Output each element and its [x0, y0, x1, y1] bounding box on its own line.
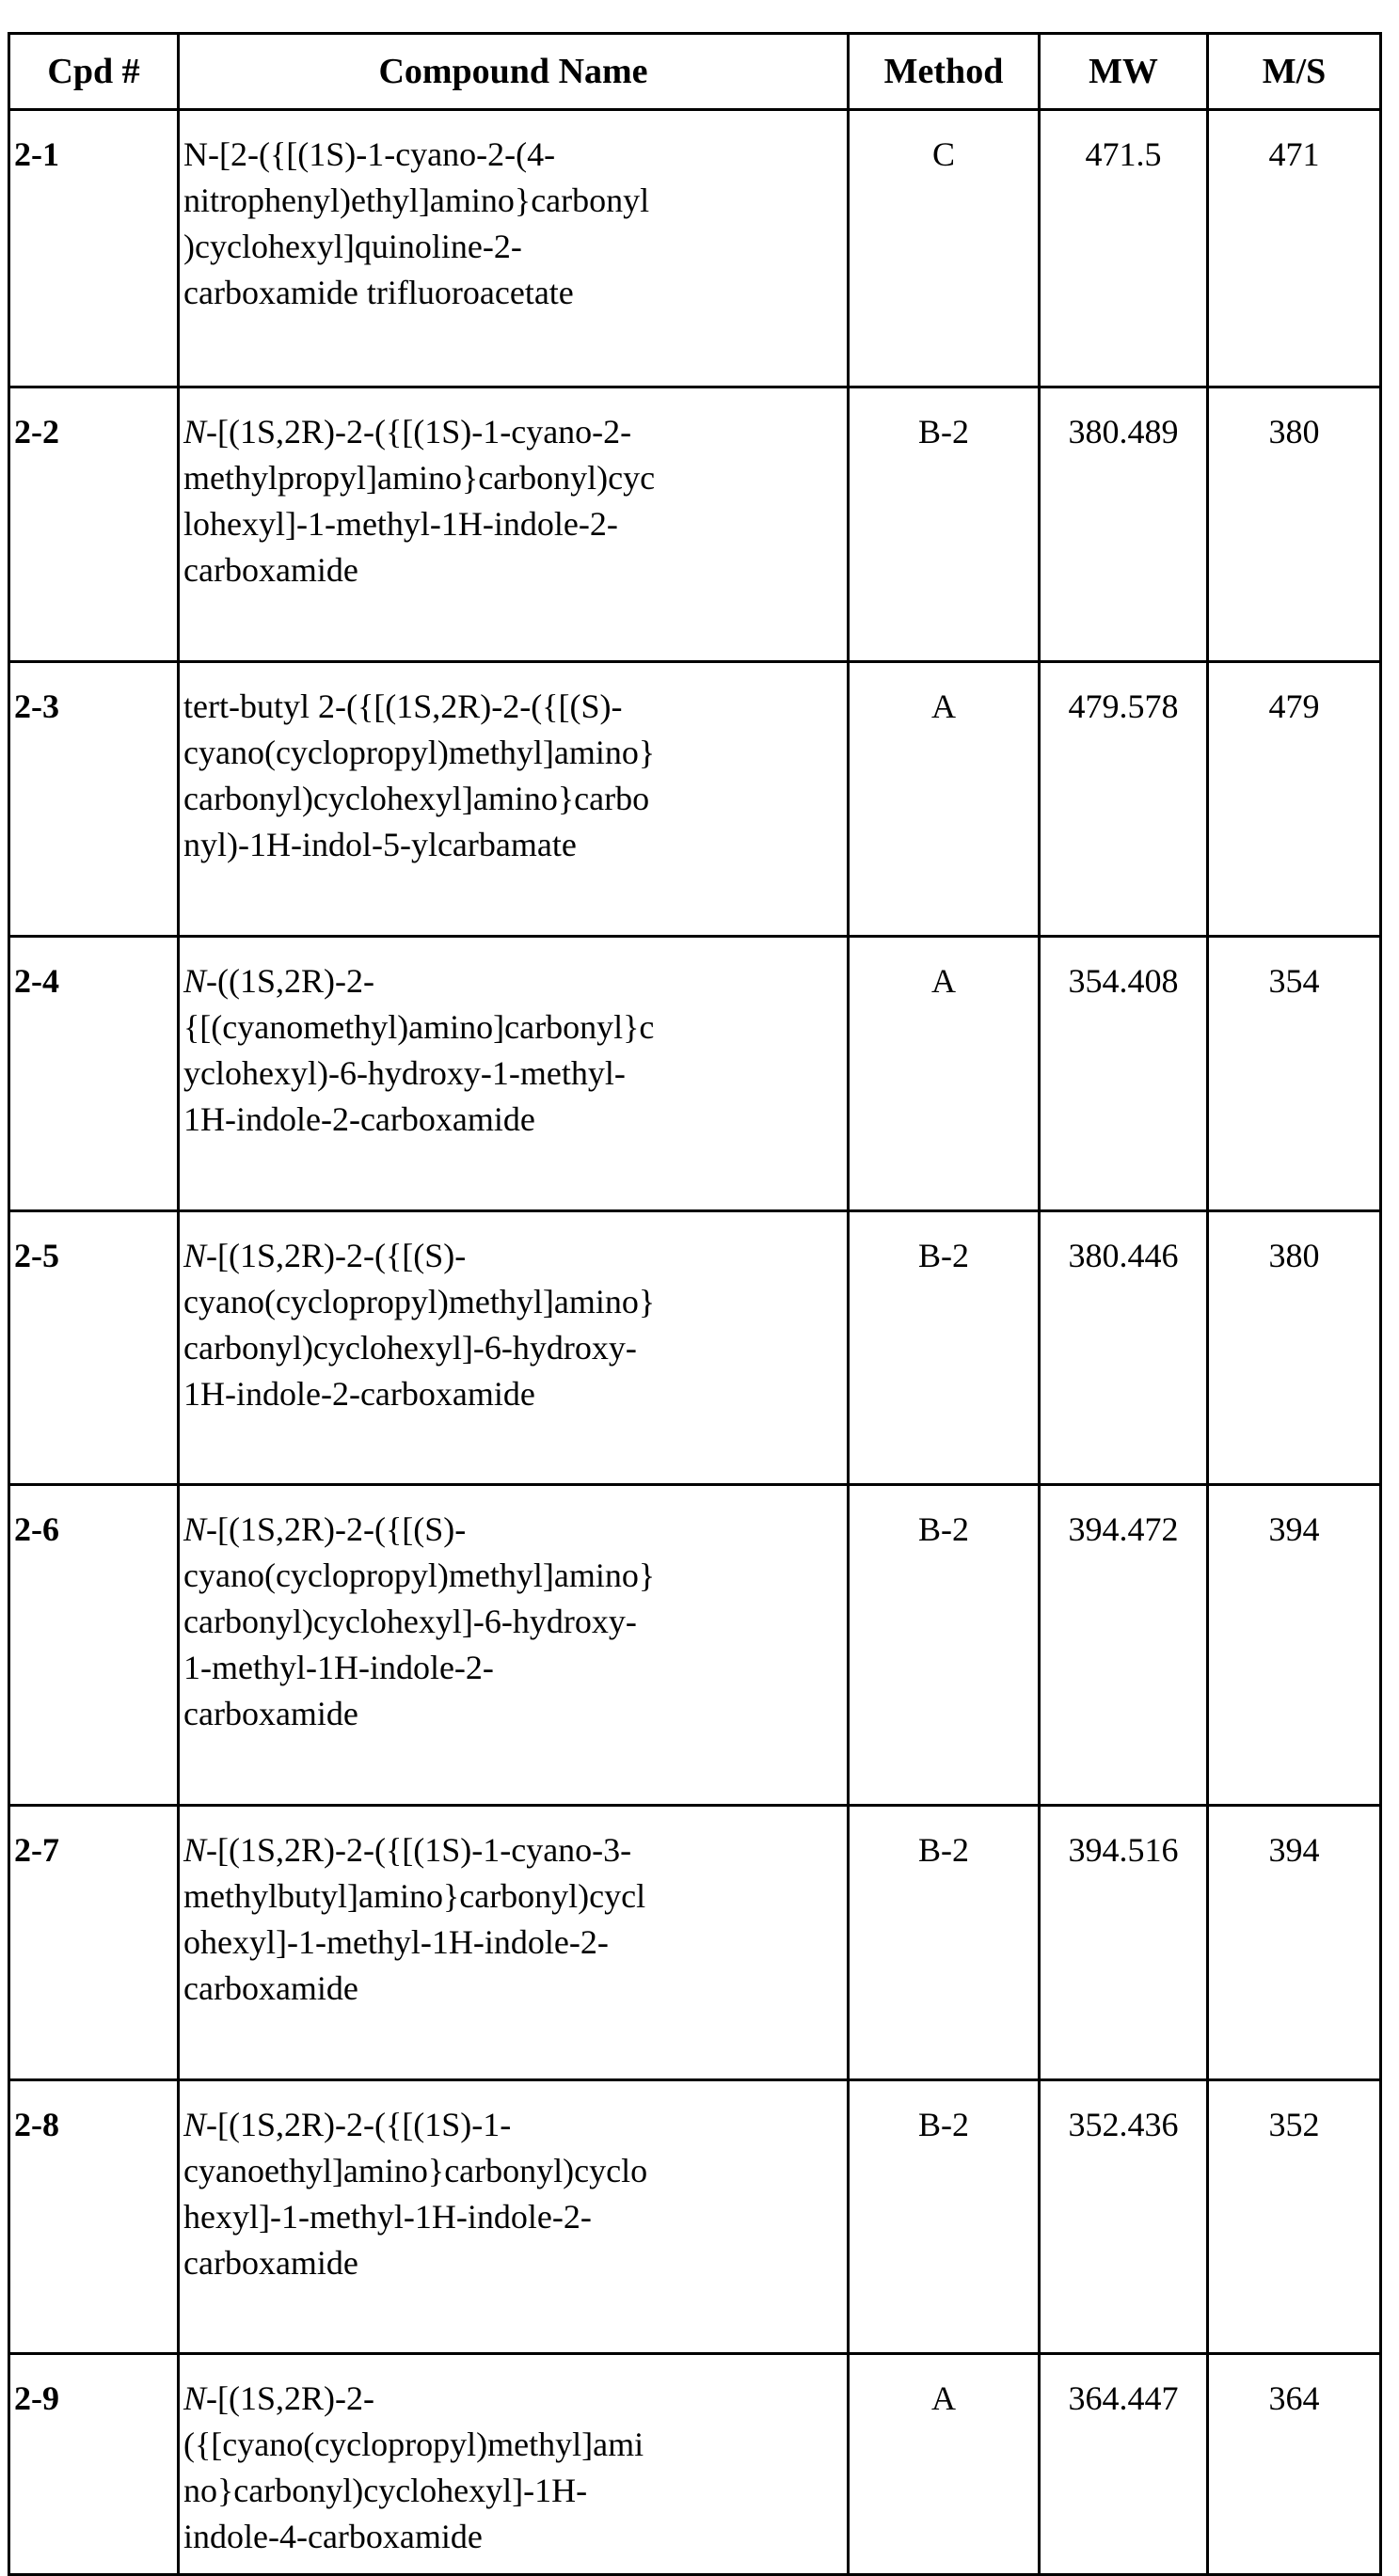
compound-name-line: lohexyl]-1-methyl-1H-indole-2- — [183, 501, 847, 547]
cpd-cell: 2-6 — [9, 1485, 179, 1806]
compound-name-line: 1H-indole-2-carboxamide — [183, 1097, 847, 1143]
table-body — [9, 110, 1381, 2575]
mw-cell: 479.578 — [1040, 662, 1208, 937]
method-cell: B-2 — [849, 1485, 1040, 1806]
compound-name-line: ohexyl]-1-methyl-1H-indole-2- — [183, 1920, 847, 1966]
header-ms: M/S — [1208, 34, 1381, 110]
compound-name-line: N-((1S,2R)-2- — [183, 958, 847, 1004]
method-cell: B-2 — [849, 2080, 1040, 2354]
compound-name-line: cyano(cyclopropyl)methyl]amino} — [183, 730, 847, 776]
ms-cell: 352 — [1208, 2080, 1381, 2354]
compound-name-cell — [179, 1806, 849, 2080]
compound-name-line: cyanoethyl]amino}carbonyl)cyclo — [183, 2148, 847, 2194]
compound-name-line: N-[(1S,2R)-2-({[(1S)-1- — [183, 2102, 847, 2148]
compound-table — [8, 32, 1382, 2576]
italic-prefix: N — [183, 1831, 206, 1869]
compound-name-line: carbonyl)cyclohexyl]-6-hydroxy- — [183, 1325, 847, 1371]
cpd-cell: 2-8 — [9, 2080, 179, 2354]
italic-prefix: N — [183, 2379, 206, 2417]
mw-cell: 354.408 — [1040, 937, 1208, 1211]
compound-name-line: methylpropyl]amino}carbonyl)cyc — [183, 455, 847, 501]
compound-name-cell — [179, 2354, 849, 2575]
compound-name-cell — [179, 1211, 849, 1485]
table-row — [9, 937, 1381, 1211]
compound-name-line: yclohexyl)-6-hydroxy-1-methyl- — [183, 1051, 847, 1097]
compound-name-line: N-[(1S,2R)-2-({[(S)- — [183, 1233, 847, 1279]
table-row — [9, 110, 1381, 387]
compound-name-line: no}carbonyl)cyclohexyl]-1H- — [183, 2468, 847, 2514]
compound-name-line: N-[2-({[(1S)-1-cyano-2-(4- — [183, 132, 847, 178]
ms-cell: 394 — [1208, 1485, 1381, 1806]
mw-cell: 352.436 — [1040, 2080, 1208, 2354]
compound-name-line: carboxamide — [183, 2240, 847, 2286]
compound-name-cell — [179, 110, 849, 387]
cpd-cell: 2-2 — [9, 387, 179, 662]
compound-name-line: ({[cyano(cyclopropyl)methyl]ami — [183, 2422, 847, 2468]
header-mw: MW — [1040, 34, 1208, 110]
cpd-cell: 2-1 — [9, 110, 179, 387]
compound-name-line: hexyl]-1-methyl-1H-indole-2- — [183, 2194, 847, 2240]
italic-prefix: N — [183, 1510, 206, 1548]
mw-cell: 471.5 — [1040, 110, 1208, 387]
ms-cell: 364 — [1208, 2354, 1381, 2575]
method-cell: A — [849, 662, 1040, 937]
compound-name-line: carboxamide trifluoroacetate — [183, 270, 847, 316]
table-row — [9, 2354, 1381, 2575]
compound-name-line: carboxamide — [183, 1966, 847, 2012]
compound-name-cell — [179, 662, 849, 937]
cpd-cell: 2-9 — [9, 2354, 179, 2575]
ms-cell: 354 — [1208, 937, 1381, 1211]
ms-cell: 394 — [1208, 1806, 1381, 2080]
table-row — [9, 2080, 1381, 2354]
cpd-cell: 2-4 — [9, 937, 179, 1211]
italic-prefix: N — [183, 413, 206, 450]
header-cpd: Cpd # — [9, 34, 179, 110]
mw-cell: 364.447 — [1040, 2354, 1208, 2575]
compound-name-cell — [179, 1485, 849, 1806]
header-compound-name: Compound Name — [179, 34, 849, 110]
ms-cell: 380 — [1208, 1211, 1381, 1485]
cpd-cell: 2-3 — [9, 662, 179, 937]
compound-name-line: indole-4-carboxamide — [183, 2514, 847, 2560]
compound-name-line: N-[(1S,2R)-2-({[(S)- — [183, 1507, 847, 1553]
cpd-cell: 2-7 — [9, 1806, 179, 2080]
table-row — [9, 1211, 1381, 1485]
mw-cell: 380.446 — [1040, 1211, 1208, 1485]
header-row — [9, 34, 1381, 110]
italic-prefix: N — [183, 1237, 206, 1274]
compound-name-line: N-[(1S,2R)-2-({[(1S)-1-cyano-3- — [183, 1827, 847, 1873]
italic-prefix: N — [183, 2106, 206, 2143]
cpd-cell: 2-5 — [9, 1211, 179, 1485]
mw-cell: 394.472 — [1040, 1485, 1208, 1806]
compound-name-line: N-[(1S,2R)-2-({[(1S)-1-cyano-2- — [183, 409, 847, 455]
compound-name-line: 1-methyl-1H-indole-2- — [183, 1645, 847, 1691]
table-row — [9, 387, 1381, 662]
table-row — [9, 662, 1381, 937]
method-cell: B-2 — [849, 1806, 1040, 2080]
mw-cell: 394.516 — [1040, 1806, 1208, 2080]
compound-name-line: carboxamide — [183, 1691, 847, 1737]
compound-name-cell — [179, 937, 849, 1211]
table-row — [9, 1806, 1381, 2080]
ms-cell: 479 — [1208, 662, 1381, 937]
compound-name-line: nyl)-1H-indol-5-ylcarbamate — [183, 822, 847, 868]
table-row — [9, 1485, 1381, 1806]
compound-name-line: {[(cyanomethyl)amino]carbonyl}c — [183, 1004, 847, 1051]
compound-name-line: N-[(1S,2R)-2- — [183, 2376, 847, 2422]
ms-cell: 471 — [1208, 110, 1381, 387]
method-cell: A — [849, 2354, 1040, 2575]
compound-name-line: nitrophenyl)ethyl]amino}carbonyl — [183, 178, 847, 224]
mw-cell: 380.489 — [1040, 387, 1208, 662]
compound-name-line: methylbutyl]amino}carbonyl)cycl — [183, 1873, 847, 1920]
compound-name-line: cyano(cyclopropyl)methyl]amino} — [183, 1553, 847, 1599]
method-cell: C — [849, 110, 1040, 387]
compound-name-line: cyano(cyclopropyl)methyl]amino} — [183, 1279, 847, 1325]
method-cell: A — [849, 937, 1040, 1211]
compound-name-line: )cyclohexyl]quinoline-2- — [183, 224, 847, 270]
compound-name-line: tert-butyl 2-({[(1S,2R)-2-({[(S)- — [183, 684, 847, 730]
compound-name-line: carboxamide — [183, 547, 847, 593]
method-cell: B-2 — [849, 1211, 1040, 1485]
ms-cell: 380 — [1208, 387, 1381, 662]
italic-prefix: N — [183, 962, 206, 1000]
compound-name-cell — [179, 387, 849, 662]
method-cell: B-2 — [849, 387, 1040, 662]
compound-name-line: 1H-indole-2-carboxamide — [183, 1371, 847, 1417]
compound-name-line: carbonyl)cyclohexyl]-6-hydroxy- — [183, 1599, 847, 1645]
compound-name-cell — [179, 2080, 849, 2354]
compound-name-line: carbonyl)cyclohexyl]amino}carbo — [183, 776, 847, 822]
header-method: Method — [849, 34, 1040, 110]
